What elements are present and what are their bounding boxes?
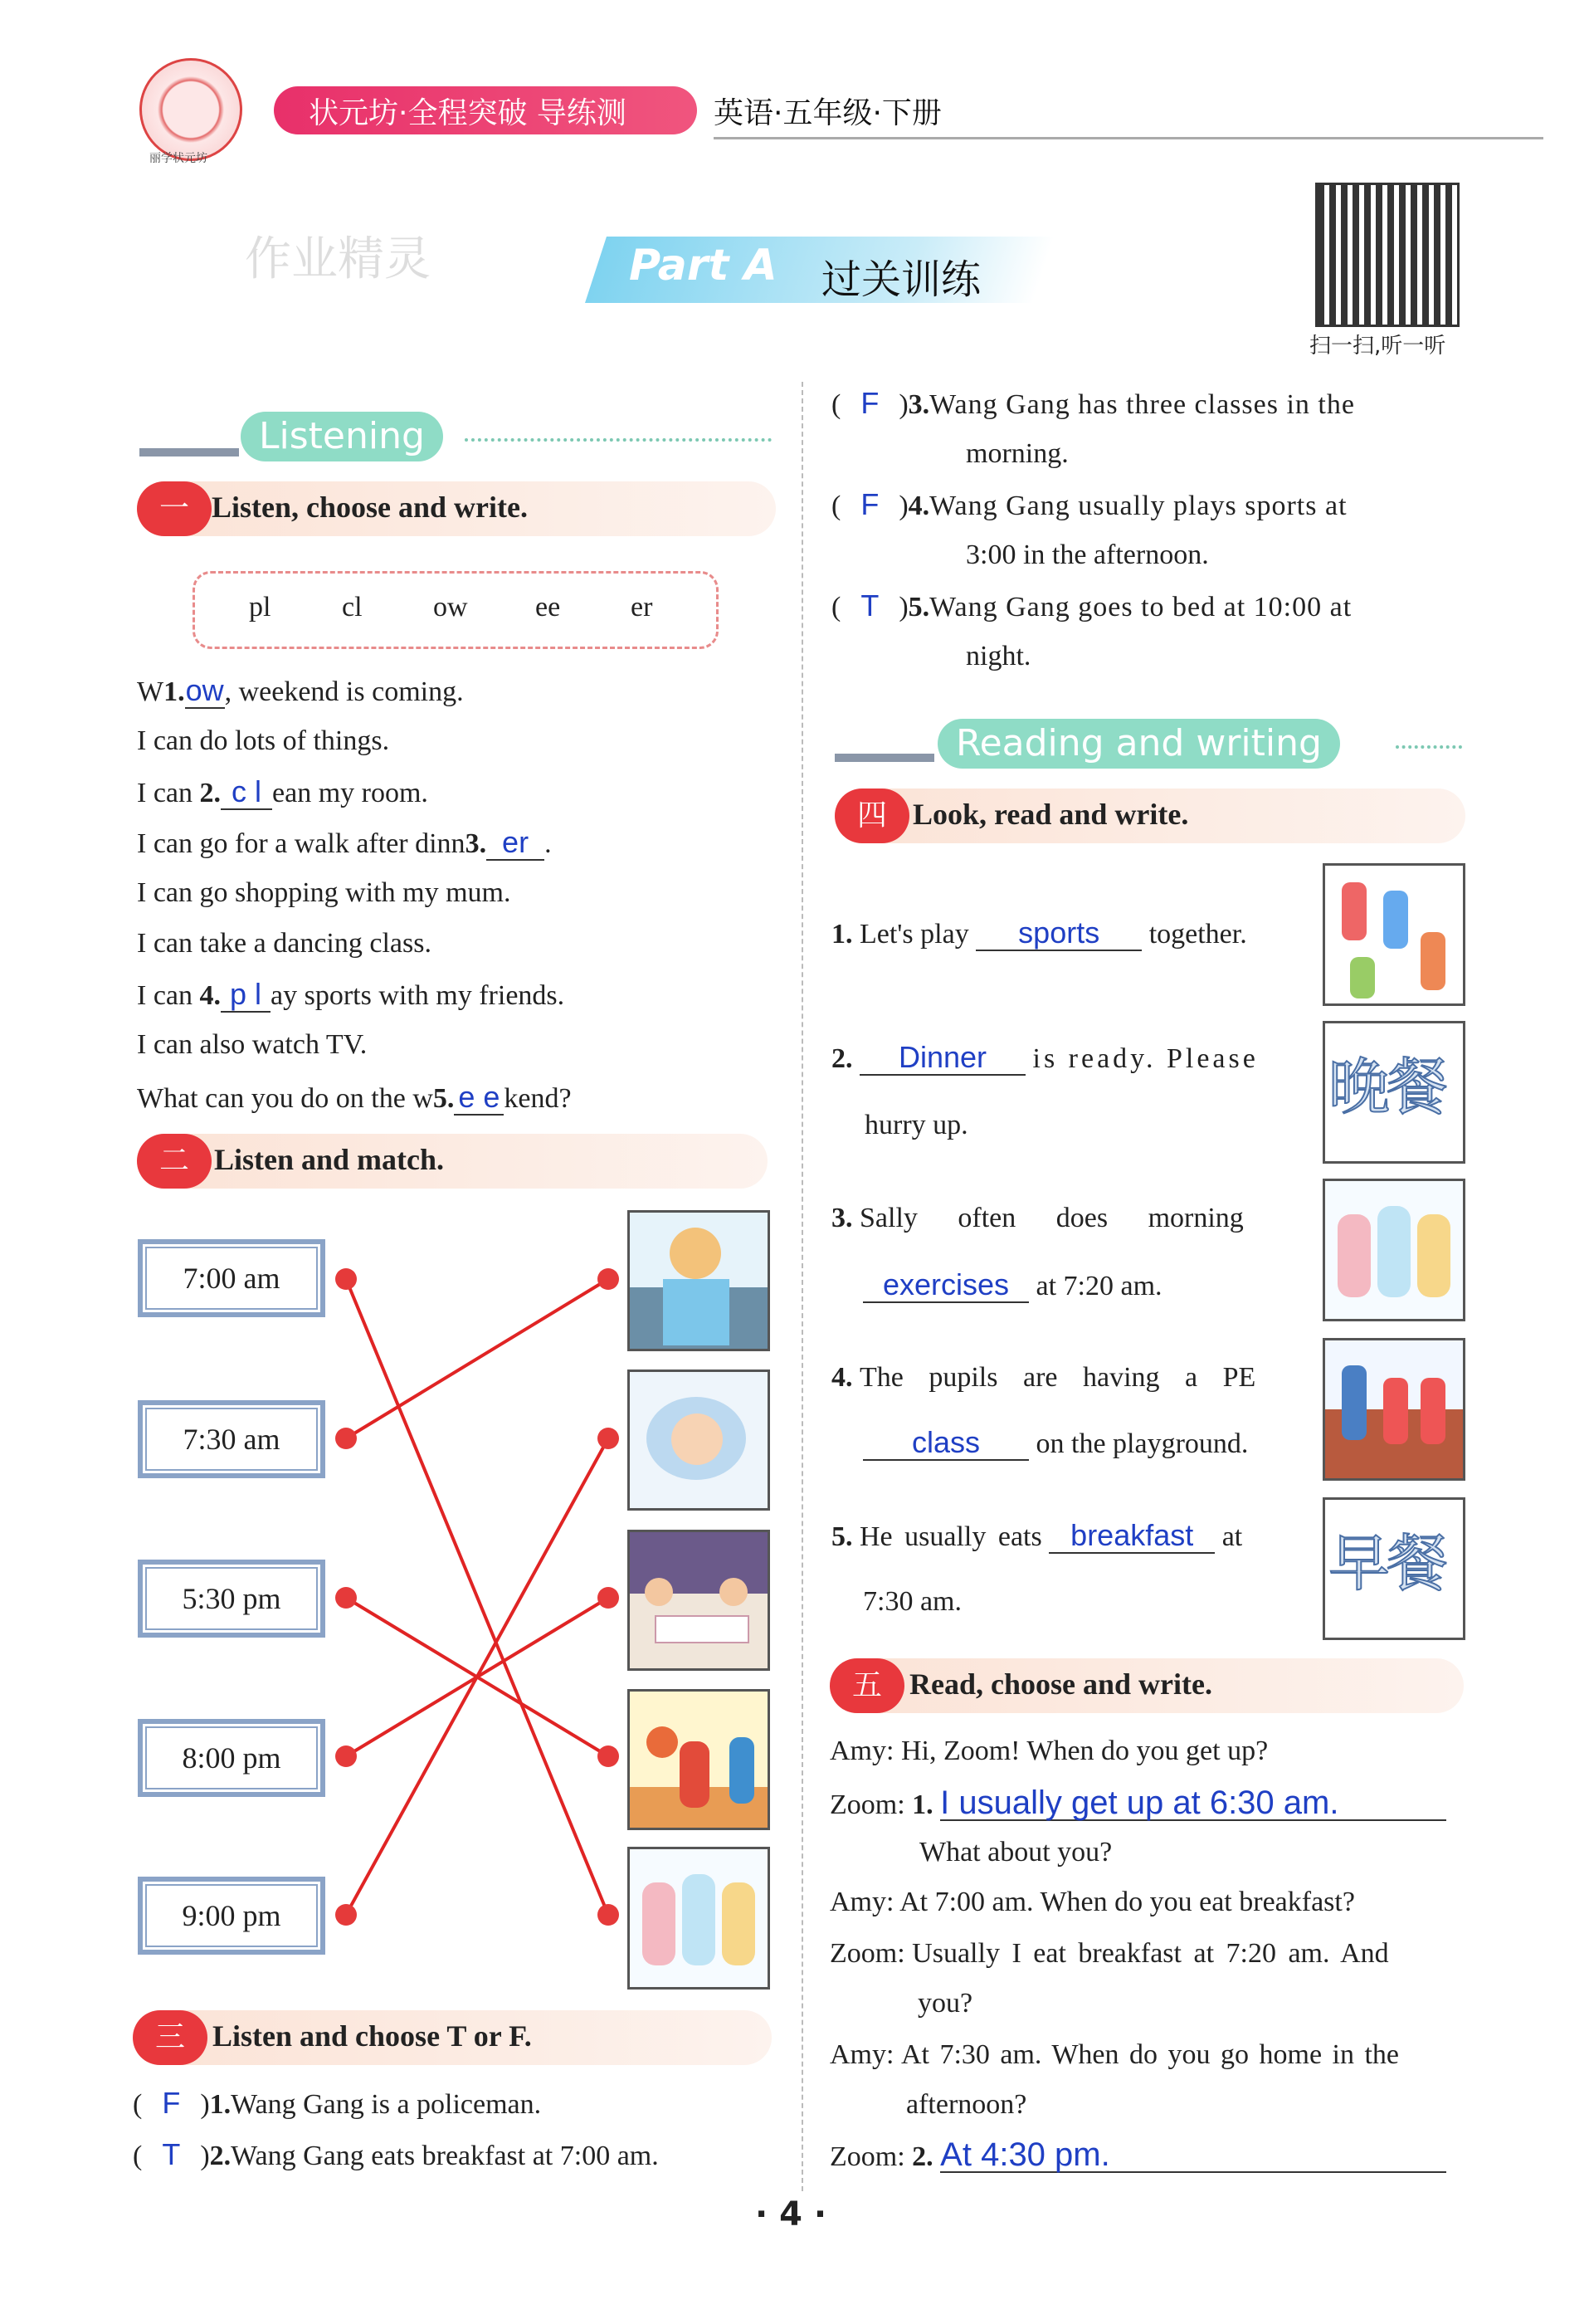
section-5-number: 五	[830, 1658, 904, 1713]
s1-line-4: I can go for a walk after dinn3. er .	[137, 825, 552, 859]
tf-item-2: ( T )2.Wang Gang eats breakfast at 7:00 am.	[133, 2137, 659, 2171]
s4-item-1: 1. Let's play sports together.	[831, 915, 1247, 950]
dialog-line-5: Zoom: Usually I eat breakfast at 7:20 am. And	[830, 1938, 1389, 1969]
page-number: · 4 ·	[755, 2195, 827, 2234]
picture-pe-class	[1323, 1338, 1465, 1481]
s4-answer-3[interactable]: exercises	[863, 1268, 1029, 1303]
section-1-number: 一	[137, 481, 212, 536]
tf-item-4-cont: 3:00 in the afternoon.	[966, 540, 1209, 570]
time-dot-4[interactable]	[335, 1745, 357, 1767]
picture-sleeping	[627, 1370, 770, 1511]
time-box-5: 9:00 pm	[138, 1877, 325, 1955]
dialog-answer-1[interactable]: I usually get up at 6:30 am.	[940, 1786, 1446, 1821]
picture-cooking	[627, 1210, 770, 1351]
time-box-3: 5:30 pm	[138, 1560, 325, 1638]
picture-dot-4[interactable]	[597, 1745, 619, 1767]
qr-caption: 扫一扫,听一听	[1309, 334, 1446, 359]
dialog-line-8: afternoon?	[906, 2089, 1027, 2120]
picture-dot-2[interactable]	[597, 1428, 619, 1449]
section-2-number: 二	[137, 1134, 212, 1189]
s1-answer-4[interactable]: p l	[221, 978, 271, 1013]
tf-answer-4[interactable]: F	[860, 487, 880, 521]
match-line-2	[346, 1279, 608, 1438]
listening-category: Listening	[241, 412, 443, 461]
subject-title: 英语·五年级·下册	[714, 96, 942, 130]
tf-item-3-cont: morning.	[966, 438, 1069, 469]
tf-answer-1[interactable]: F	[162, 2086, 181, 2120]
tf-answer-5[interactable]: T	[860, 588, 880, 622]
time-box-4: 8:00 pm	[138, 1719, 325, 1797]
s1-line-2: I can do lots of things.	[137, 725, 390, 756]
section-3-number: 三	[133, 2010, 207, 2065]
s1-line-5: I can go shopping with my mum.	[137, 877, 511, 908]
time-dot-3[interactable]	[335, 1587, 357, 1609]
picture-dot-5[interactable]	[597, 1904, 619, 1926]
s4-item-2-cont: hurry up.	[865, 1110, 968, 1140]
s1-line-6: I can take a dancing class.	[137, 928, 431, 959]
picture-kids-playing	[1323, 863, 1465, 1006]
dialog-line-2: Zoom: 1. I usually get up at 6:30 am.	[830, 1786, 1446, 1822]
column-divider	[802, 382, 803, 2191]
s1-line-1: W1.ow, weekend is coming.	[137, 673, 464, 707]
picture-dinner	[627, 1530, 770, 1671]
part-title: 过关训练	[821, 256, 982, 303]
dialog-answer-2[interactable]: At 4:30 pm.	[940, 2138, 1446, 2173]
category-dots-2	[1396, 745, 1462, 749]
s4-answer-1[interactable]: sports	[976, 916, 1142, 951]
time-box-1: 7:00 am	[138, 1239, 325, 1317]
s4-answer-5[interactable]: breakfast	[1049, 1519, 1215, 1554]
tf-item-5-cont: night.	[966, 641, 1031, 671]
section-4-number: 四	[835, 788, 909, 843]
s1-answer-5[interactable]: e e	[454, 1081, 504, 1116]
tf-item-5: ( T )5.Wang Gang goes to bed at 10:00 at	[831, 588, 1353, 622]
dialog-line-1: Amy: Hi, Zoom! When do you get up?	[830, 1736, 1269, 1766]
s1-answer-1[interactable]: ow	[185, 673, 224, 707]
s4-answer-4[interactable]: class	[863, 1426, 1029, 1461]
tf-item-1: ( F )1.Wang Gang is a policeman.	[133, 2086, 542, 2120]
match-line-5	[346, 1438, 608, 1915]
lamp-icon-2	[835, 696, 934, 762]
s4-answer-2[interactable]: Dinner	[860, 1041, 1026, 1076]
picture-ball	[627, 1689, 770, 1830]
time-dot-1[interactable]	[335, 1268, 357, 1290]
s4-item-4: 4. The pupils are having a PE	[831, 1362, 1256, 1393]
section-5-title: Read, choose and write.	[909, 1667, 1212, 1701]
s1-line-7: I can 4. p l ay sports with my friends.	[137, 977, 565, 1011]
picture-dot-1[interactable]	[597, 1268, 619, 1290]
dialog-line-7: Amy: At 7:30 am. When do you go home in the	[830, 2039, 1400, 2070]
dialog-line-4: Amy: At 7:00 am. When do you eat breakfast?	[830, 1887, 1355, 1917]
section-4-title: Look, read and write.	[913, 798, 1189, 831]
part-label: Part A	[629, 241, 777, 290]
section-1-title: Listen, choose and write.	[212, 491, 528, 524]
picture-dinner-chars: 晚餐	[1323, 1021, 1465, 1164]
dialog-line-6: you?	[918, 1988, 973, 2019]
tf-answer-3[interactable]: F	[860, 386, 880, 420]
s4-item-5: 5. He usually eats breakfast at	[831, 1518, 1243, 1552]
dialog-line-3: What about you?	[919, 1837, 1113, 1868]
time-dot-5[interactable]	[335, 1904, 357, 1926]
match-line-1	[346, 1279, 608, 1915]
s4-item-2: 2. Dinner is ready. Please	[831, 1040, 1259, 1074]
tf-item-3: ( F )3.Wang Gang has three classes in the	[831, 386, 1355, 420]
option-ow: ow	[433, 592, 468, 622]
s1-line-9: What can you do on the w5. e e kend?	[137, 1080, 572, 1114]
section-3-title: Listen and choose T or F.	[212, 2019, 532, 2053]
logo-caption: 丽学状元坊	[149, 152, 207, 165]
s1-line-8: I can also watch TV.	[137, 1029, 368, 1060]
s1-answer-3[interactable]: er	[486, 826, 544, 861]
picture-dot-3[interactable]	[597, 1587, 619, 1609]
time-dot-2[interactable]	[335, 1428, 357, 1449]
s4-item-3-cont: exercises at 7:20 am.	[863, 1268, 1163, 1303]
reading-category: Reading and writing	[938, 719, 1340, 769]
time-box-2: 7:30 am	[138, 1400, 325, 1478]
option-cl: cl	[342, 592, 363, 622]
picture-exercise	[627, 1847, 770, 1990]
s4-item-4-cont: class on the playground.	[863, 1426, 1248, 1461]
s4-item-5-cont: 7:30 am.	[863, 1586, 962, 1617]
series-title: 状元坊·全程突破 导练测	[309, 96, 626, 130]
tf-answer-2[interactable]: T	[162, 2137, 181, 2171]
s4-item-3: 3. Sally often does morning	[831, 1203, 1244, 1233]
option-er: er	[631, 592, 653, 622]
picture-breakfast-chars: 早餐	[1323, 1497, 1465, 1640]
watermark: 作业精灵	[245, 232, 431, 286]
option-pl: pl	[249, 592, 271, 622]
s1-answer-2[interactable]: c l	[221, 775, 272, 810]
tf-item-4: ( F )4.Wang Gang usually plays sports at	[831, 487, 1348, 521]
dialog-line-9: Zoom: 2. At 4:30 pm.	[830, 2138, 1446, 2174]
s1-line-3: I can 2. c l ean my room.	[137, 774, 428, 808]
option-ee: ee	[535, 592, 561, 622]
picture-morning-exercise	[1323, 1179, 1465, 1321]
section-2-title: Listen and match.	[214, 1143, 445, 1176]
